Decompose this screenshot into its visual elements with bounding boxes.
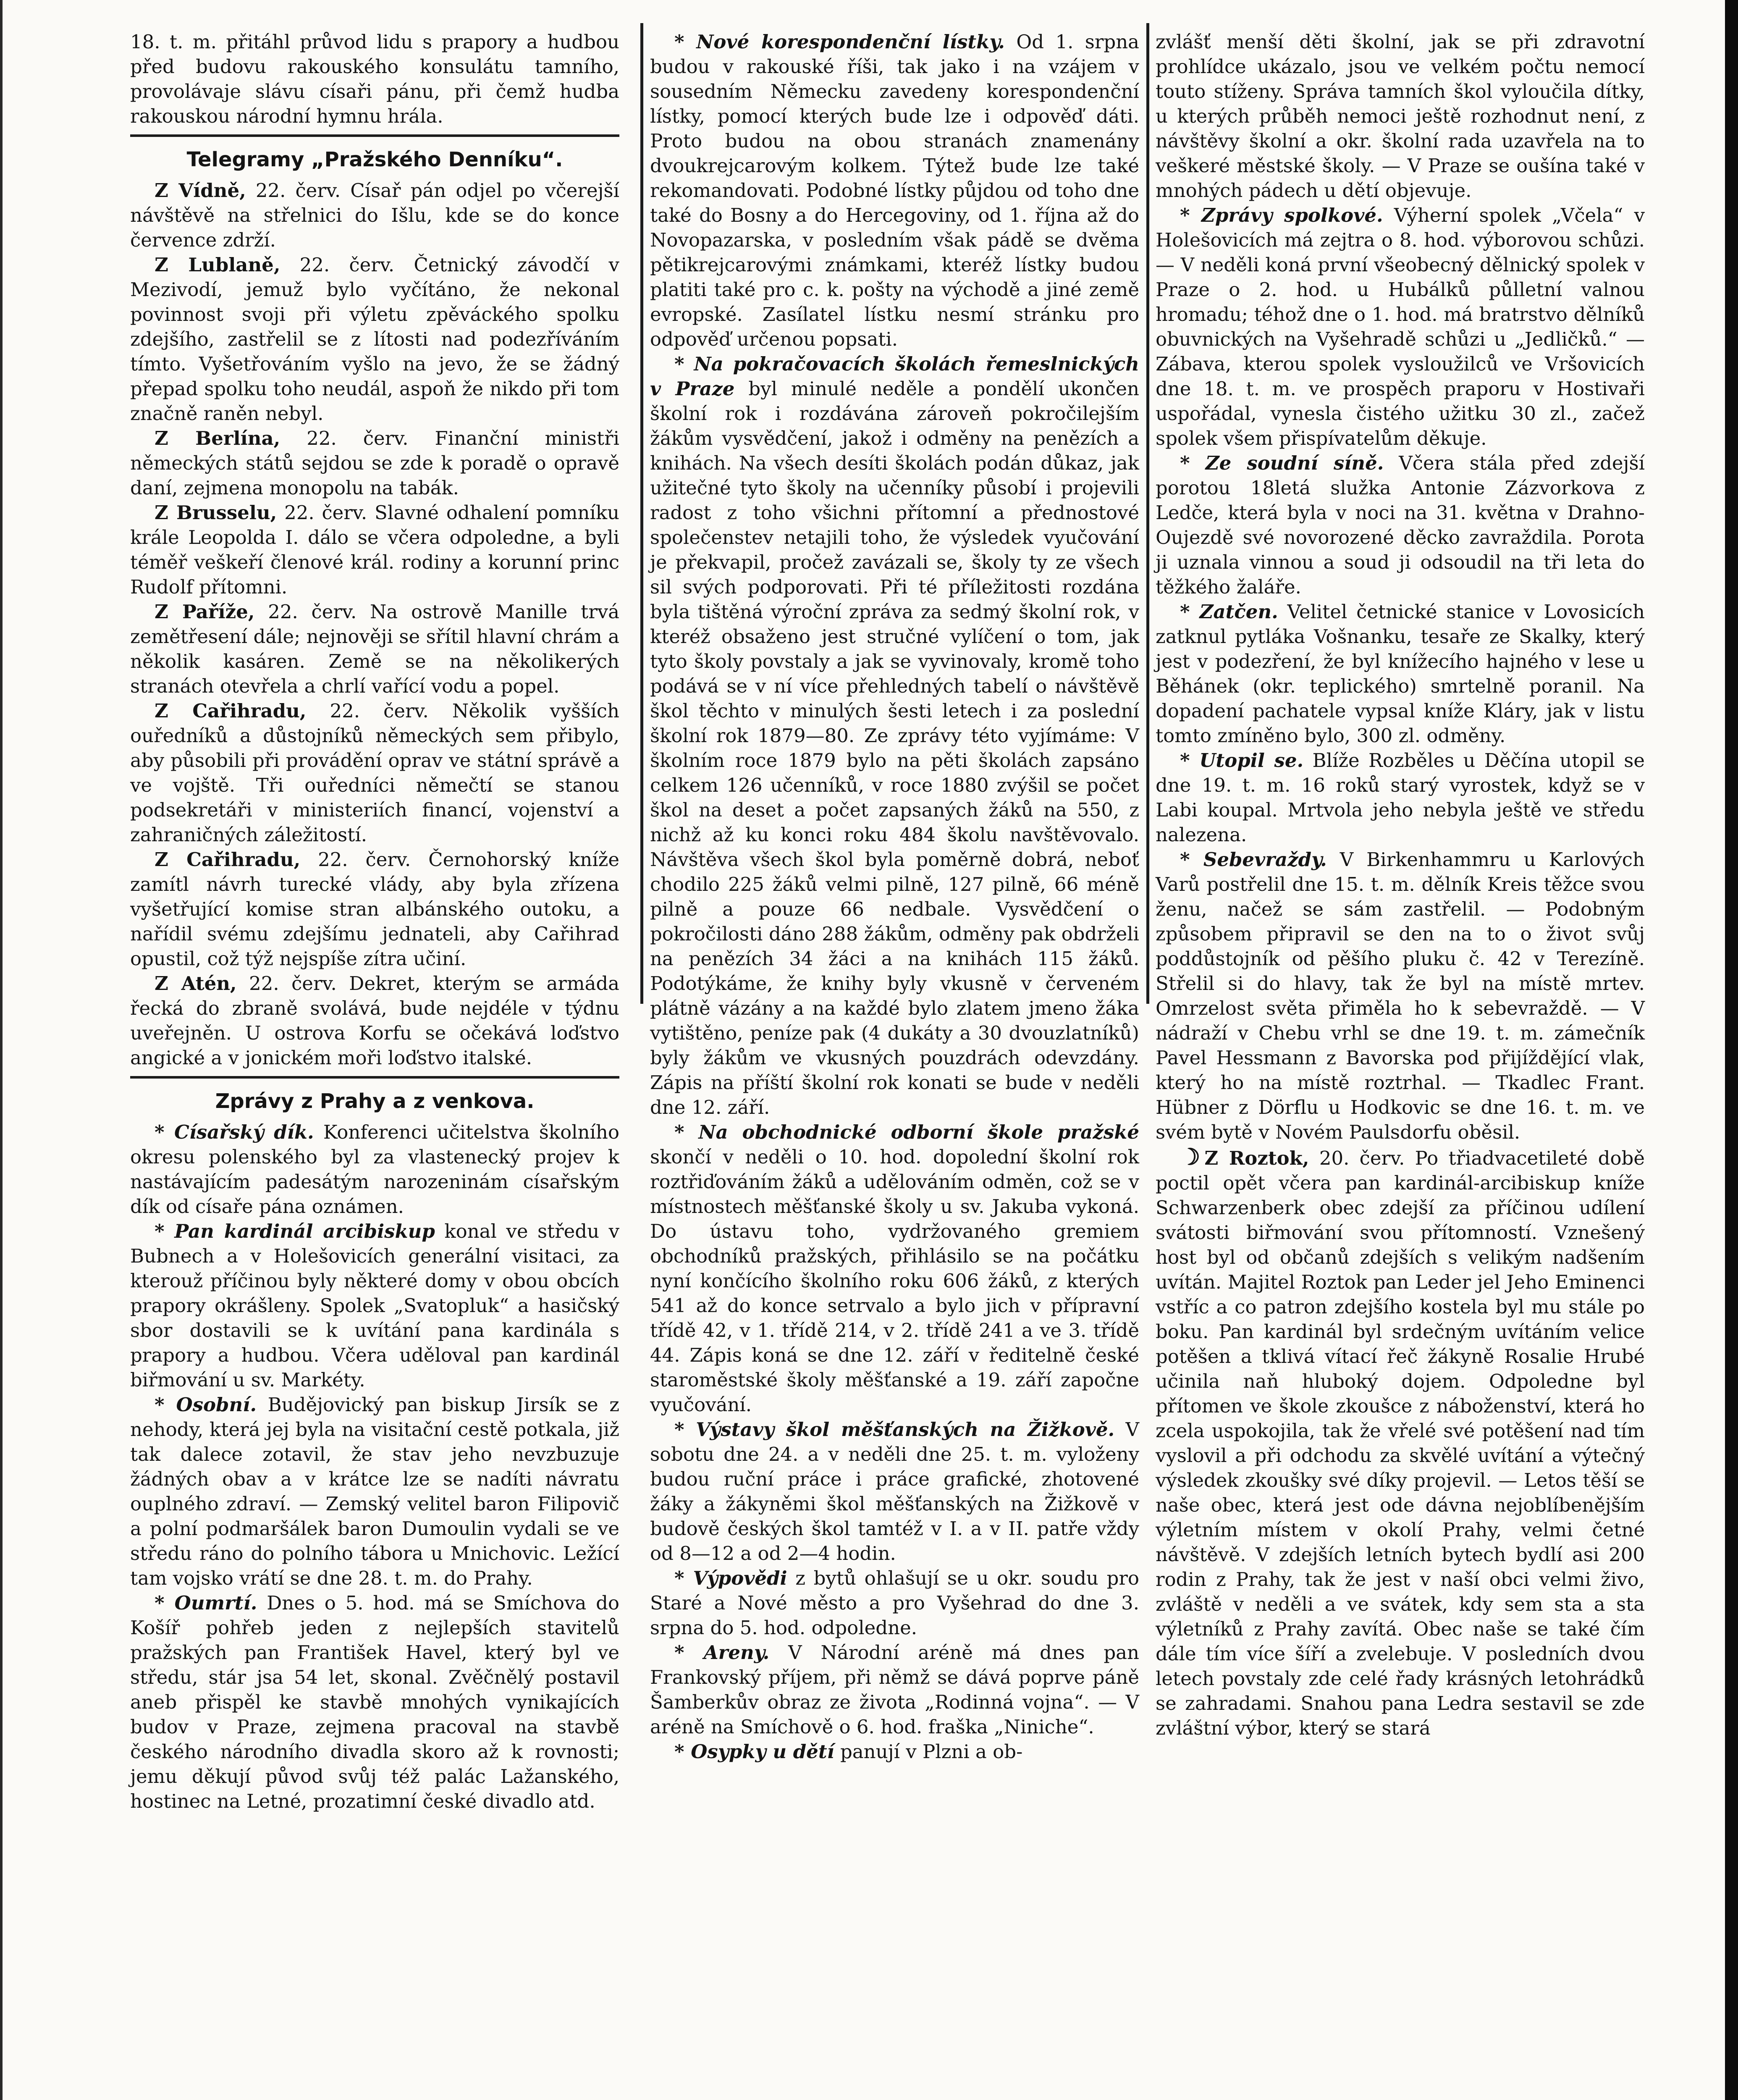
dateline-city: Z Brusselu, [155, 501, 277, 524]
news-item [1156, 203, 1645, 451]
news-item [130, 1219, 619, 1392]
news-item [130, 1392, 619, 1591]
article-continuation: zvlášť menší děti školní, jak se při zdravotní prohlídce ukázalo, jsou ve velkém počtu nemocí touto stíženy. Správa tamních škol vyloučila dítky, u kterých průběh nemoci ještě rozhodnut není, z návštěvy školní a okr. školní rada uzavřela na to veškeré městské školy. — V Praze se oušína také v mnohých pádech u dětí objevuje. [1156, 31, 1645, 202]
dateline-city: Z Vídně, [155, 179, 246, 202]
news-item [130, 1120, 619, 1219]
telegram-ljubljana [130, 252, 619, 426]
news-item-text: Od 1. srpna budou v rakouské říši, tak jako i na vzájem v sousedním Německu zavedeny korespondenční lístky, pomocí kterých bude lze i odpověď dáti. Proto budou na obou stranách znamenány dvoukrejcarovým kolkem. Týtež bude lze také rekomandovati. Podobné lístky půjdou od toho dne také do Bosny a do Hercegoviny, od 1. října až do Novopazarska, v posledním však pádě se dvěma pětikrejcarovými známkami, kteréž lístky budou platiti také pro c. k. pošty na východě a jiné země evropské. Zasílatel lístku nesmí stránku pro odpověď určenou popsati. [650, 31, 1139, 350]
news-item-text: Blíže Rozběles u Děčína utopil se dne 19. t. m. 16 roků starý vyrostek, když se v Labi koupal. Mrtvola jeho nebyla ještě ve středu nalezena. [1156, 749, 1645, 846]
news-item [130, 1591, 619, 1814]
news-item-lead: * Osobní. [155, 1394, 257, 1416]
news-item-lead: * Nové korespondenční lístky. [674, 31, 1005, 53]
news-item [1156, 1144, 1645, 1740]
section-divider [130, 134, 619, 137]
news-item-lead: * Zatčen. [1180, 601, 1278, 623]
telegram-text: 22. červ. Četnický závodčí v Mezivodí, jemuž bylo vyčítáno, že nekonal povinnost svoji při výletu zpěváckého spolku zdejšího, zastřelil se z lítosti nad podezříváním tímto. Vyšetřováním vyšlo na jevo, že se žádný přepad spolku toho neudál, aspoň že nikdo při tom značně raněn nebyl. [130, 254, 619, 425]
news-item [650, 29, 1139, 352]
news-item [650, 1120, 1139, 1417]
news-item-text: V Národní aréně má dnes pan Frankovský příjem, při němž se dává poprve páně Šamberkův obraz ze života „Rodinná vojna“. — V aréně na Smíchově o 6. hod. fraška „Niniche“. [650, 1641, 1139, 1738]
news-item-lead: * Pan kardinál arcibiskup [155, 1220, 435, 1242]
news-item-lead: * Sebevraždy. [1180, 848, 1327, 871]
telegram-vienna [130, 178, 619, 252]
dateline-city: Z Atén, [155, 972, 237, 995]
telegram-athens [130, 971, 619, 1070]
news-item-text: skončí v neděli o 10. hod. dopolední školní rok roztřiďováním žáků a udělováním odměn, což se v místnostech měšťanské školy u sv. Jakuba vykoná. Do ústavu toho, vydržovaného gremiem obchodníků pražských, přihlásilo se na počátku nyní končícího školního roku 606 žáků, z kterých 541 až do konce setrvalo a bylo jich v přípravní třídě 42, v 1. třídě 214, v 2. třídě 241 a ve 3. třídě 44. Zápis koná se dne 12. září v ředitelně české staroměstské školy měšťanské a 19. září započne vyučování. [650, 1146, 1139, 1416]
column-2 [650, 29, 1139, 1763]
column-1 [130, 29, 619, 1812]
news-item [650, 1739, 1139, 1764]
column-rule-2 [1146, 23, 1149, 1004]
scan-edge-left [0, 0, 3, 2100]
news-item-lead: * Výpovědi [674, 1567, 787, 1589]
news-item [1156, 847, 1645, 1144]
news-item-lead: * Na obchodnické odborní škole pražské [674, 1121, 1139, 1143]
telegram-text: 22. červ. Několik vyšších ouředníků a důstojníků německých sem přibylo, aby působili při provádění oprav ve státní správě a ve vojště. Tři ouředníci němečtí se stanou podsekretáři v ministeriích financí, vojenství a zahraničných záležitostí. [130, 700, 619, 846]
section-heading-telegrams: Telegramy „Pražského Denníku“. [186, 148, 563, 171]
column-rule-1 [640, 23, 643, 1004]
dateline-city: Z Roztok, [1204, 1147, 1309, 1169]
news-item [650, 352, 1139, 1120]
dateline-city: Z Berlína, [155, 427, 280, 449]
telegram-berlin [130, 426, 619, 500]
news-item-text: panují v Plzni a ob- [840, 1740, 1023, 1763]
news-item-lead: * Na pokračovacích školách řemeslnických v Praze [650, 353, 1139, 400]
news-item-text: V sobotu dne 24. a v neděli dne 25. t. m. vyloženy budou ruční práce i práce grafické, zhotovené žáky a žákyněmi škol měšťanských na Žižkově v budově českých škol tamtéž v I. a v II. patře vždy od 8—12 a od 2—4 hodin. [650, 1418, 1139, 1564]
telegram-text: 22. červ. Císař pán odjel po včerejší návštěvě na střelnici do Išlu, kde se do konce července zdrží. [130, 179, 619, 251]
telegram-constantinople-2 [130, 847, 619, 971]
moon-icon: ☽ [1180, 1143, 1201, 1170]
news-item-lead: * Císařský dík. [155, 1121, 314, 1143]
section-heading-local-news: Zprávy z Prahy a z venkova. [215, 1089, 535, 1113]
telegram-text: 22. červ. Černohorský kníže zamítl návrh turecké vlády, aby byla zřízena vyšetřující komise stran albánského outoku, a nařídil svému zdejšímu jednateli, aby Cařihrad opustil, což týž nejspíše zítra učiní. [130, 848, 619, 970]
column-3 [1156, 29, 1645, 1739]
dateline-city: Z Cařihradu, [155, 700, 307, 722]
news-item-text: V Birkenhammru u Karlových Varů postřelil dne 15. t. m. dělník Kreis těžce svou ženu, načež se sám zastřelil. — Podobným způsobem připravil se den na to o život svůj poddůstojník od pěšího pluku č. 42 v Terezíně. Střelil si do hlavy, tak že byl na místě mrtev. Omrzelost světa přiměla ho k sebevraždě. — V nádraží v Chebu vrhl se dne 19. t. m. zámečník Pavel Hessmann z Bavorska pod přijíždějící vlak, který ho na místě roztrhal. — Tkadlec Frant. Hübner z Dörflu u Hodkovic se dne 16. t. m. ve svém bytě v Novém Paulsdorfu oběsil. [1156, 848, 1645, 1143]
news-item-text: Včera stála před zdejší porotou 18letá služka Antonie Zázvorkova z Ledče, která byla v noci na 31. května v Drahno-Oujezdě své novorozené děcko zavraždila. Porota ji uznala vinnou a soud ji odsoudil na tři leta do těžkého žaláře. [1156, 452, 1645, 598]
news-item [1156, 748, 1645, 847]
telegram-constantinople-1 [130, 698, 619, 847]
dateline-city: Z Lublaně, [155, 254, 280, 276]
news-item-lead: * Ze soudní síně. [1180, 452, 1384, 474]
news-item-text: 20. červ. Po třiadvacetileté době poctil opět včera pan kardinál-arcibiskup kníže Schwarzenberk obec zdejší za příčinou udílení svátosti biřmování svou přítomností. Vznešený host byl od občanů zdejších s velikým nadšením uvítán. Majitel Roztok pan Leder jel Jeho Eminenci vstříc a co patron zdejšího kostela byl mu stále po boku. Pan kardinál byl srdečným uvítáním velice potěšen a tklivá vítací řeč žákyně Rosalie Hrubé učinila naň hluboký dojem. Odpoledne byl přítomen ve škole zkoušce z náboženství, která ho zcela uspokojila, tak že vřelé své potěšení nad tím vyslovil a při odchodu za skvělé uvítání a výtečný výsledek zkoušky své díky projevil. — Letos těší se naše obec, která jest ode dávna nejoblíbenějším výletním místem v okolí Prahy, velmi četné návštěvě. V zdejších letních bytech bydlí asi 200 rodin z Prahy, tak že jest v naší obci velmi živo, zvláště v neděli a ve svátek, kdy sem sta a sta výletníků z Prahy zavítá. Obec naše se také čím dále tím více šíří a zvelebuje. V posledních dvou letech povstaly zde celé řady krásných letohrádků se zahradami. Snahou pana Ledra sestavil se zde zvláštní výbor, který se stará [1156, 1147, 1645, 1739]
news-item-lead: * Areny. [674, 1641, 770, 1664]
news-item-text: Dnes o 5. hod. má se Smíchova do Košíř pohřeb jeden z nejlepších stavitelů pražských pan František Havel, který byl ve středu, stár jsa 54 let, skonal. Zvěčnělý postavil aneb přispěl ke stavbě mnohých vynikajících budov v Praze, zejmena pracoval na stavbě českého národního divadla skoro až k rovnosti; jemu děkují původ svůj též palác Lažanského, hostinec na Letné, prozatimní české divadlo atd. [130, 1592, 619, 1812]
telegram-text: 22. červ. Na ostrově Manille trvá zemětřesení dále; nejnověji se sřítil hlavní chrám a několik kasáren. Země se na několikerých stranách otevřela a chrlí vařící vodu a popel. [130, 601, 619, 697]
telegram-text: 22. červ. Slavné odhalení pomníku krále Leopolda I. dálo se včera odpoledne, a byli téměř veškeří členové král. rodiny a korunní princ Rudolf přítomni. [130, 501, 619, 598]
news-item-lead: * Oumrtí. [155, 1592, 257, 1614]
news-item-text: Konferenci učitelstva školního okresu polenského byl za vlastenecký projev k nastávajícím padesátým narozeninám císařským dík od císaře pána oznámen. [130, 1121, 619, 1218]
section-divider [130, 1076, 619, 1079]
news-item-text: z bytů ohlašují se u okr. soudu pro Staré a Nové město a pro Vyšehrad do dne 3. srpna do 5. hod. odpoledne. [650, 1567, 1139, 1639]
news-item-lead: * Osypky u dětí [674, 1740, 834, 1763]
news-item-text: konal ve středu v Bubnech a v Holešovicích generální visitaci, za kterouž příčinou byly některé domy v obou obcích prapory okrášleny. Spolek „Svatopluk“ a hasičský sbor dostavili se k uvítání pana kardinála s prapory a hudbou. Včera uděloval pan kardinál biřmování u sv. Markéty. [130, 1220, 619, 1391]
dateline-city: Z Cařihradu, [155, 848, 301, 871]
telegram-paris [130, 599, 619, 698]
news-item [650, 1640, 1139, 1739]
news-item-text: Výherní spolek „Včela“ v Holešovicích má zejtra o 8. hod. výborovou schůzi. — V neděli koná první všeobecný dělnický spolek v Praze o 2. hod. u Hubálků půlletní valnou hromadu; téhož dne o 1. hod. má bratrstvo dělníků obuvnických na Vyšehradě schůzi u „Jedličků.“ — Zábava, kterou spolek vysloužilců ve Vršovicích dne 18. t. m. ve prospěch praporu v Hostivaři uspořádal, vynesla čistého užitku 30 zl., začež spolek všem přispívatelům děkuje. [1156, 204, 1645, 449]
news-item-lead: * Utopil se. [1180, 749, 1304, 772]
telegram-text: 22. červ. Finanční ministři německých států sejdou se zde k poradě o opravě daní, zejmena monopolu na tabák. [130, 427, 619, 499]
telegram-brussels [130, 500, 619, 599]
telegram-text: 22. červ. Dekret, kterým se armáda řecká do zbraně svolává, bude nejdéle v týdnu uveřejněn. U ostrova Korfu se očekává loďstvo angické a v jonickém moři loďstvo italské. [130, 972, 619, 1069]
news-item-text: Budějovický pan biskup Jirsík se z nehody, která jej byla na visitační cestě potkala, již tak dalece zotavil, že stav jeho nevzbuzuje žádných obav a v krátce lze se nadíti návratu ouplného zdraví. — Zemský velitel baron Filipovič a polní podmaršálek baron Dumoulin vydali se ve středu ráno do polního tábora u Mnichovic. Ležící tam vojsko vrátí se dne 28. t. m. do Prahy. [130, 1394, 619, 1589]
news-item [1156, 451, 1645, 599]
news-item [650, 1417, 1139, 1566]
news-item [650, 1566, 1139, 1640]
news-item-lead: * Výstavy škol měšťanských na Žižkově. [674, 1418, 1115, 1441]
article-continuation: 18. t. m. přitáhl průvod lidu s prapory a hudbou před budovu rakouského konsulátu tamního, provolávaje slávu císaři pánu, při čemž hudba rakouskou národní hymnu hrála. [130, 31, 619, 127]
news-item-lead: * Zprávy spolkové. [1180, 204, 1383, 226]
dateline-city: Z Paříže, [155, 601, 255, 623]
news-item-text: byl minulé neděle a pondělí ukončen školní rok i rozdávána zároveň pokročilejším žákům vysvědčení, jakož i odměny na penězích a knihách. Na všech desíti školách podán důkaz, jak užitečné tyto školy na učenníky působí i projevili radost z toho všichni přítomní a přednostové společenstev netajili toho, že výsledek vyučování je překvapil, pročež zavázali se, školy ty ze všech sil svých podporovati. Při té příležitosti rozdána byla tištěná výroční zpráva za sedmý školní rok, v kteréž obsaženo jest stručné vylíčení o tom, jak tyto školy povstaly a jak se vyvinovaly, kromě toho podává se v ní více přehledných tabelí o návštěvě škol těchto v minulých šesti letech i za poslední školní rok 1879—80. Ze zprávy této vyjímáme: V školním roce 1879 bylo na pěti školách zapsáno celkem 126 učenníků, v roce 1880 zvýšil se počet škol na deset a počet zapsaných žáků na 550, z nichž až ku konci roku 484 školu navštěvovalo. Návštěva všech škol byla poměrně dobrá, neboť chodilo 225 žáků velmi pilně, 127 pilně, 66 méně pilně a pouze 66 nedbale. Vysvědčení o pokročilosti dáno 288 žákům, odměny pak obdrželi na penězích 34 žáci a na knihách 115 žáků. Podotýkáme, že knihy byly vkusně v červeném plátně vázány a na každé bylo zlatem jmeno žáka vytištěno, peníze pak (4 dukáty a 30 dvouzlatníků) byly žákům ve vkusných pouzdrách odevzdány. Zápis na příští školní rok konati se bude v neděli dne 12. září. [650, 378, 1139, 1118]
news-item [1156, 599, 1645, 748]
scan-edge-right [1725, 0, 1738, 2100]
news-item-text: Velitel četnické stanice v Lovosicích zatknul pytláka Vošnanku, tesaře ze Skalky, který jest v podezření, že byl knížecího hajného v lese u Běhánek (okr. teplického) smrtelně poranil. Na dopadení pachatele vypsal kníže Kláry, jak v listu tomto zmíněno bylo, 300 zl. odměny. [1156, 601, 1645, 747]
